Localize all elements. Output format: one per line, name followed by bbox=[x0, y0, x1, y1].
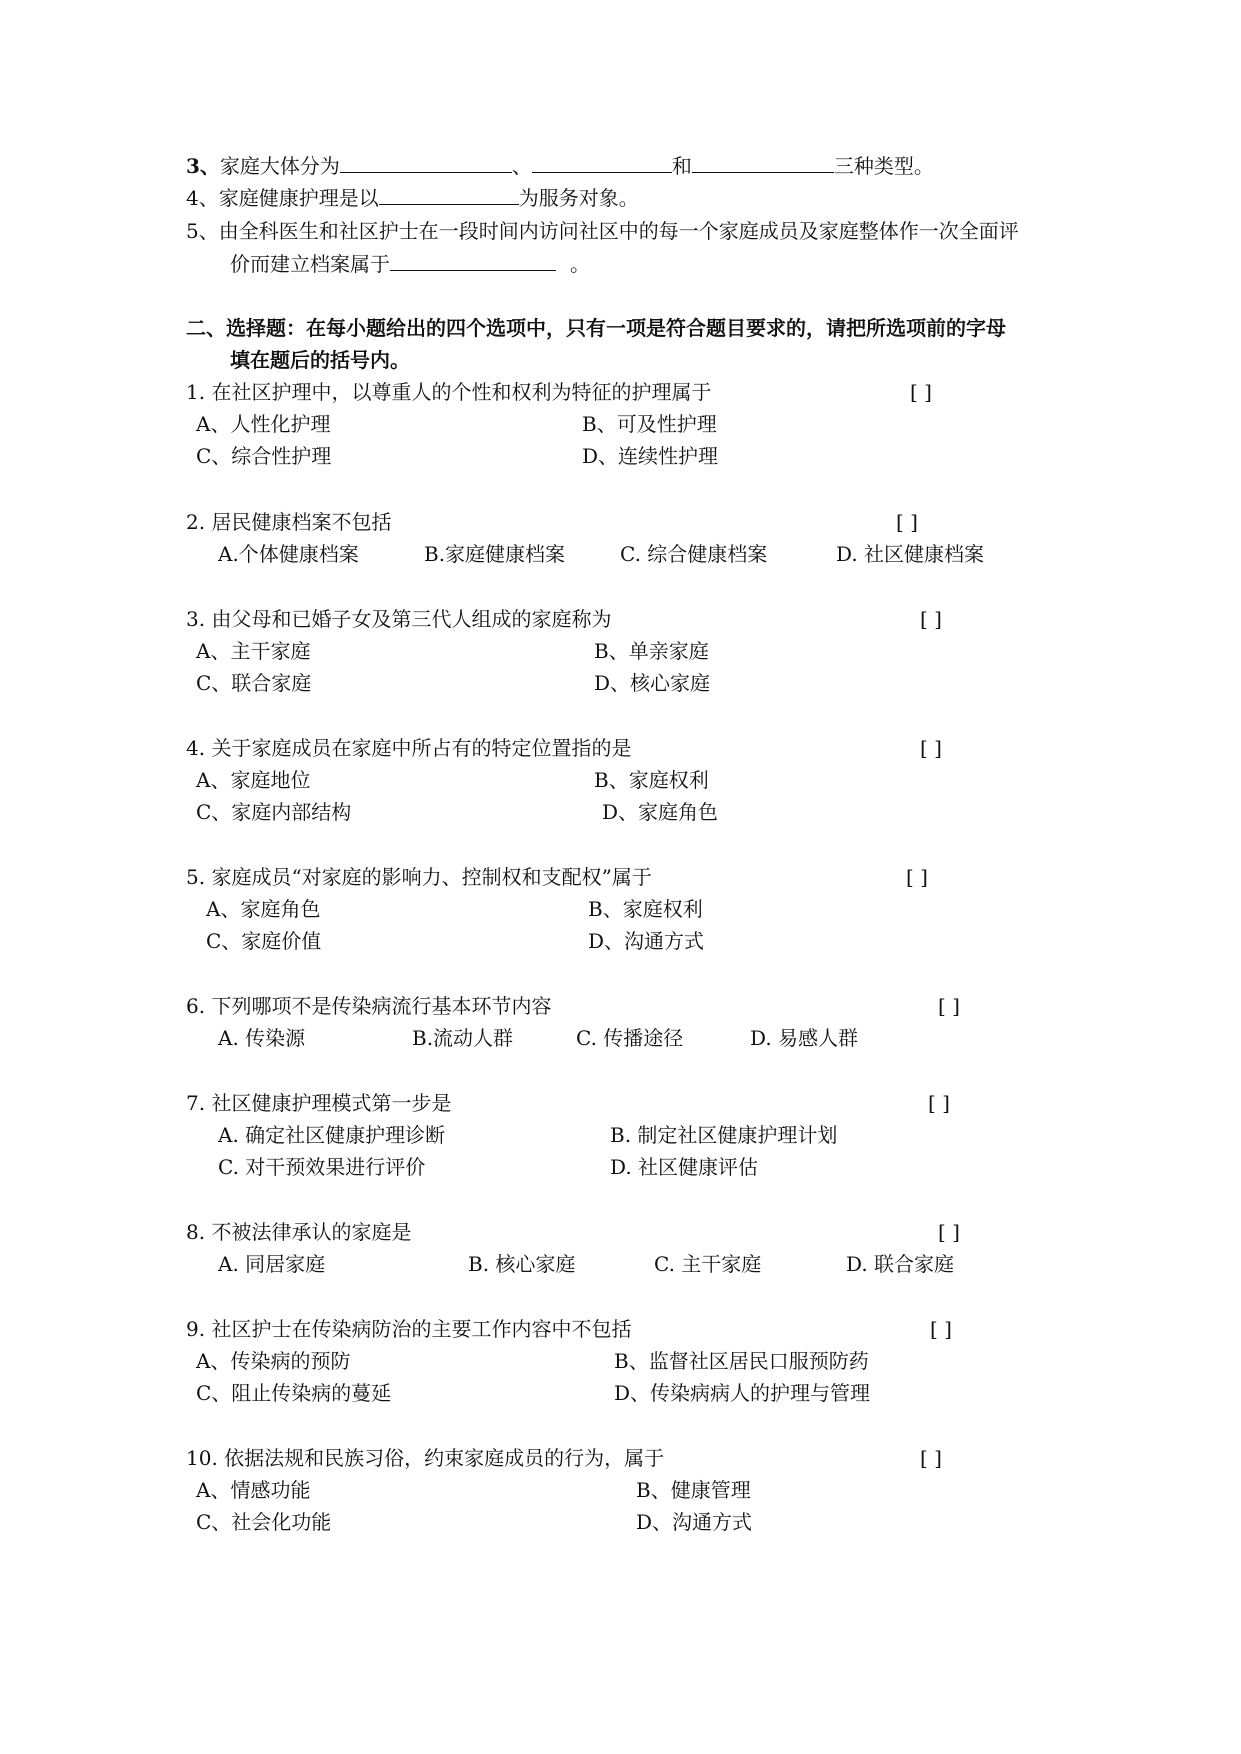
question-stem: 1. 在社区护理中，以尊重人的个性和权利为特征的护理属于 bbox=[186, 380, 712, 404]
question-text: 4、家庭健康护理是以 bbox=[186, 186, 379, 210]
option-a[interactable]: A.个体健康档案 bbox=[218, 542, 359, 566]
option-a[interactable]: A、主干家庭 bbox=[196, 639, 311, 663]
separator: 、 bbox=[511, 154, 532, 178]
question-text: 5、由全科医生和社区护士在一段时间内访问社区中的每一个家庭成员及家庭整体作一次全面评 bbox=[186, 219, 1019, 243]
option-a[interactable]: A、情感功能 bbox=[196, 1478, 311, 1502]
answer-blank[interactable] bbox=[379, 184, 519, 205]
option-a[interactable]: A. 传染源 bbox=[218, 1026, 306, 1050]
option-b[interactable]: B、可及性护理 bbox=[582, 412, 717, 436]
answer-bracket[interactable]: [ ] bbox=[910, 380, 932, 404]
option-d[interactable]: D. 社区健康评估 bbox=[610, 1155, 759, 1179]
option-b[interactable]: B. 制定社区健康护理计划 bbox=[610, 1123, 838, 1147]
section-title-cont: 填在题后的括号内。 bbox=[230, 348, 410, 372]
answer-blank[interactable] bbox=[692, 152, 834, 173]
question-text: 家庭大体分为 bbox=[219, 154, 340, 178]
option-a[interactable]: A. 确定社区健康护理诊断 bbox=[218, 1123, 446, 1147]
conjunction: 和 bbox=[671, 154, 692, 178]
answer-bracket[interactable]: [ ] bbox=[920, 1446, 942, 1470]
question-stem: 8. 不被法律承认的家庭是 bbox=[186, 1220, 412, 1244]
fill-question-3 bbox=[186, 152, 934, 180]
question-text: 价而建立档案属于 bbox=[230, 252, 390, 276]
question-stem: 7. 社区健康护理模式第一步是 bbox=[186, 1091, 452, 1115]
option-a[interactable]: A. 同居家庭 bbox=[218, 1252, 326, 1276]
question-tail: 为服务对象。 bbox=[518, 186, 639, 210]
option-d[interactable]: D. 联合家庭 bbox=[846, 1252, 955, 1276]
option-d[interactable]: D、家庭角色 bbox=[602, 800, 719, 824]
option-c[interactable]: C、综合性护理 bbox=[196, 444, 332, 468]
fill-question-4 bbox=[186, 184, 639, 212]
option-c[interactable]: C. 综合健康档案 bbox=[620, 542, 768, 566]
option-d[interactable]: D、传染病病人的护理与管理 bbox=[614, 1381, 871, 1405]
option-a[interactable]: A、传染病的预防 bbox=[196, 1349, 351, 1373]
option-b[interactable]: B.家庭健康档案 bbox=[424, 542, 566, 566]
option-d[interactable]: D、沟通方式 bbox=[636, 1510, 753, 1534]
question-tail: 。 bbox=[570, 252, 590, 276]
option-d[interactable]: D、连续性护理 bbox=[582, 444, 719, 468]
option-a[interactable]: A、家庭地位 bbox=[196, 768, 311, 792]
question-number: 3 bbox=[186, 154, 200, 178]
option-b[interactable]: B.流动人群 bbox=[412, 1026, 514, 1050]
option-c[interactable]: C、家庭内部结构 bbox=[196, 800, 352, 824]
option-b[interactable]: B、监督社区居民口服预防药 bbox=[614, 1349, 869, 1373]
option-d[interactable]: D、核心家庭 bbox=[594, 671, 711, 695]
option-a[interactable]: A、人性化护理 bbox=[196, 412, 331, 436]
section-title: 二、选择题：在每小题给出的四个选项中，只有一项是符合题目要求的，请把所选项前的字母 bbox=[186, 316, 1006, 340]
answer-blank[interactable] bbox=[340, 152, 512, 173]
option-d[interactable]: D. 易感人群 bbox=[750, 1026, 859, 1050]
answer-blank[interactable] bbox=[390, 250, 556, 271]
option-b[interactable]: B、家庭权利 bbox=[594, 768, 709, 792]
option-d[interactable]: D. 社区健康档案 bbox=[836, 542, 985, 566]
answer-bracket[interactable]: [ ] bbox=[920, 736, 942, 760]
question-stem: 9. 社区护士在传染病防治的主要工作内容中不包括 bbox=[186, 1317, 632, 1341]
question-sep: 、 bbox=[199, 154, 220, 178]
answer-blank[interactable] bbox=[532, 152, 672, 173]
answer-bracket[interactable]: [ ] bbox=[906, 865, 928, 889]
answer-bracket[interactable]: [ ] bbox=[896, 510, 918, 534]
fill-question-5-line2 bbox=[230, 250, 590, 278]
answer-bracket[interactable]: [ ] bbox=[920, 607, 942, 631]
option-d[interactable]: D、沟通方式 bbox=[588, 929, 705, 953]
option-b[interactable]: B、健康管理 bbox=[636, 1478, 751, 1502]
fill-question-5-line1 bbox=[186, 217, 1019, 245]
option-a[interactable]: A、家庭角色 bbox=[206, 897, 321, 921]
option-b[interactable]: B. 核心家庭 bbox=[468, 1252, 576, 1276]
option-b[interactable]: B、家庭权利 bbox=[588, 897, 703, 921]
question-stem: 3. 由父母和已婚子女及第三代人组成的家庭称为 bbox=[186, 607, 612, 631]
option-c[interactable]: C. 对干预效果进行评价 bbox=[218, 1155, 426, 1179]
question-stem: 10. 依据法规和民族习俗，约束家庭成员的行为，属于 bbox=[186, 1446, 665, 1470]
question-tail: 三种类型。 bbox=[833, 154, 934, 178]
question-stem: 5. 家庭成员“对家庭的影响力、控制权和支配权”属于 bbox=[186, 865, 652, 889]
option-c[interactable]: C. 主干家庭 bbox=[654, 1252, 762, 1276]
answer-bracket[interactable]: [ ] bbox=[928, 1091, 950, 1115]
option-c[interactable]: C、家庭价值 bbox=[206, 929, 322, 953]
option-b[interactable]: B、单亲家庭 bbox=[594, 639, 709, 663]
answer-bracket[interactable]: [ ] bbox=[938, 1220, 960, 1244]
question-stem: 6. 下列哪项不是传染病流行基本环节内容 bbox=[186, 994, 552, 1018]
answer-bracket[interactable]: [ ] bbox=[930, 1317, 952, 1341]
answer-bracket[interactable]: [ ] bbox=[938, 994, 960, 1018]
option-c[interactable]: C、联合家庭 bbox=[196, 671, 312, 695]
question-stem: 2. 居民健康档案不包括 bbox=[186, 510, 392, 534]
option-c[interactable]: C. 传播途径 bbox=[576, 1026, 684, 1050]
option-c[interactable]: C、阻止传染病的蔓延 bbox=[196, 1381, 392, 1405]
question-stem: 4. 关于家庭成员在家庭中所占有的特定位置指的是 bbox=[186, 736, 632, 760]
option-c[interactable]: C、社会化功能 bbox=[196, 1510, 332, 1534]
